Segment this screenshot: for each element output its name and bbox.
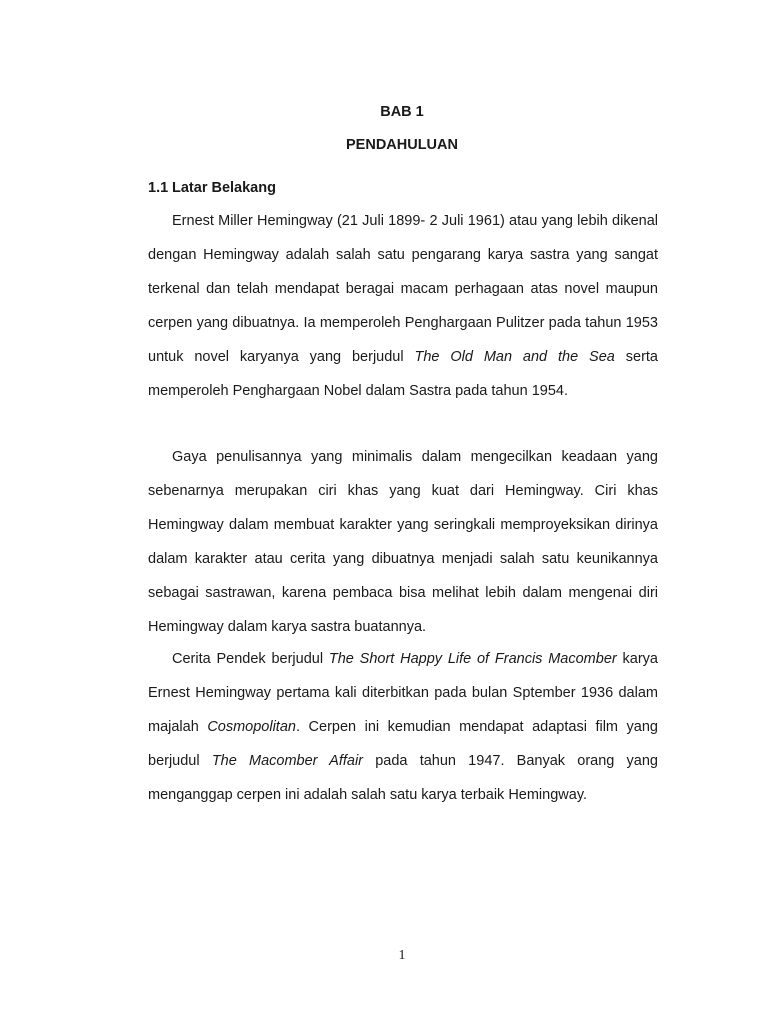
- story-title-francis-macomber: The Short Happy Life of Francis Macomber: [328, 651, 617, 667]
- section-title: Latar Belakang: [172, 180, 276, 196]
- film-title-macomber-affair: The Macomber Affair: [211, 753, 364, 769]
- paragraph-2: [148, 440, 658, 644]
- paragraph-3: [148, 642, 658, 812]
- paragraph-3-text-4: pada tahun 1947. Banyak orang yang menganggap cerpen ini adalah salah satu karya terbaik Hemingway.: [148, 753, 658, 803]
- paragraph-3-text-1: Cerita Pendek berjudul: [172, 651, 329, 667]
- paragraph-3-text-2: karya Ernest Hemingway pertama kali diterbitkan pada bulan Sptember 1936 dalam majalah: [148, 651, 658, 735]
- section-heading: [148, 179, 276, 197]
- paragraph-1: [148, 204, 658, 408]
- book-title-old-man-and-the-sea: The Old Man and the Sea: [414, 349, 615, 365]
- section-number: 1.1: [148, 180, 169, 196]
- magazine-title-cosmopolitan: Cosmopolitan: [207, 719, 296, 735]
- paragraph-2-text-1: Gaya penulisannya yang minimalis dalam mengecilkan keadaan yang sebenarnya merupakan ciri khas yang kuat dari Hemingway. Ciri khas Hemingway dalam membuat karakter yang seringkali memproyeksikan dirinya dalam karakter atau cerita yang dibuatnya menjadi salah satu keunikannya sebagai sastrawan, karena pembaca bisa melihat lebih dalam mengenai diri Hemingway dalam karya sastra buatannya.: [148, 449, 658, 635]
- paragraph-3-text-3: . Cerpen ini kemudian mendapat adaptasi film yang berjudul: [148, 719, 658, 769]
- page-number: 1: [398, 948, 406, 963]
- chapter-title: PENDAHULUAN: [346, 137, 458, 153]
- paragraph-1-text-2: serta memperoleh Penghargaan Nobel dalam Sastra pada tahun 1954.: [148, 349, 658, 399]
- chapter-label: BAB 1: [380, 104, 424, 120]
- paragraph-1-text-1: Ernest Miller Hemingway (21 Juli 1899- 2 Juli 1961) atau yang lebih dikenal dengan Hemingway adalah salah satu pengarang karya sastra yang sangat terkenal dan telah mendapat beragai macam perhagaan atas novel maupun cerpen yang dibuatnya. Ia memperoleh Penghargaan Pulitzer pada tahun 1953 untuk novel karyanya yang berjudul: [148, 213, 658, 365]
